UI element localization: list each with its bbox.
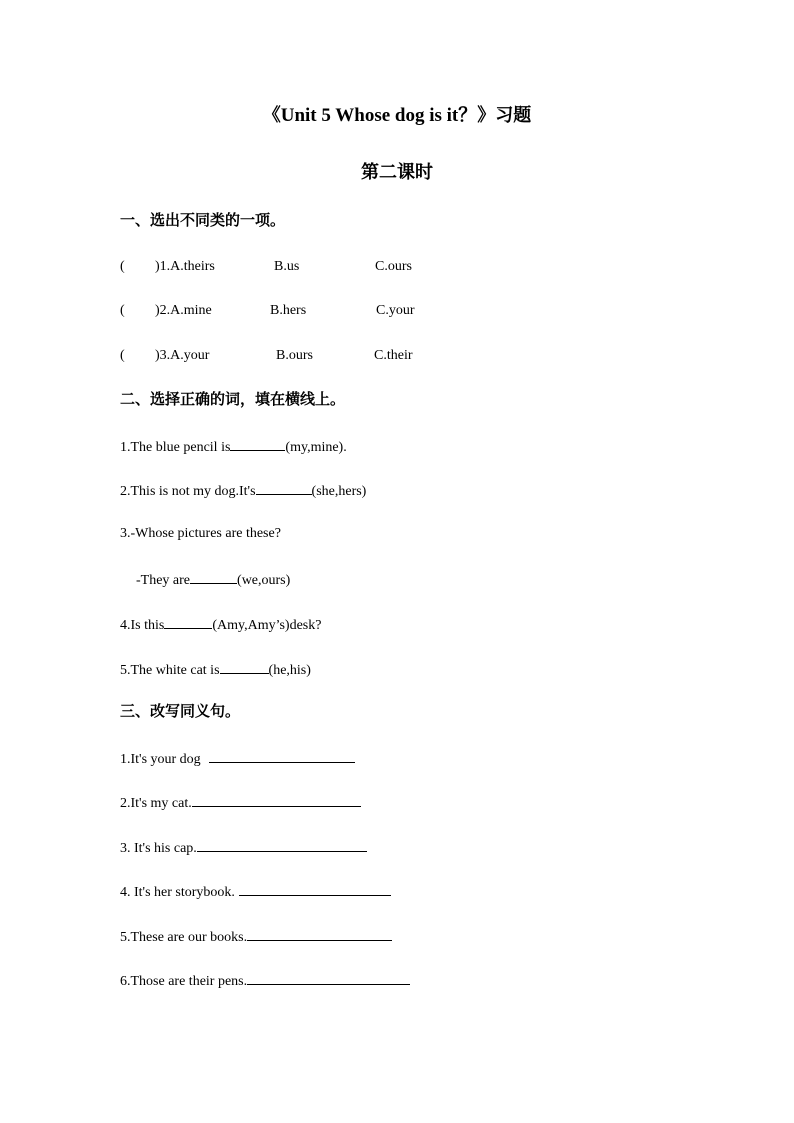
section1-heading: 一、选出不同类的一项。 xyxy=(120,211,286,229)
item-text: 2.This is not my dog.It's xyxy=(120,484,256,499)
item-options: (we,ours) xyxy=(237,573,291,588)
answer-paren-open: ( xyxy=(120,348,125,363)
option-b: B.hers xyxy=(270,303,307,318)
answer-line[interactable] xyxy=(247,971,410,985)
rewrite-item-5 xyxy=(120,927,392,946)
option-a: )3.A.your xyxy=(155,348,210,363)
option-a: )2.A.mine xyxy=(155,303,212,318)
item-text: 6.Those are their pens. xyxy=(120,974,248,989)
answer-paren-open: ( xyxy=(120,259,125,274)
answer-line[interactable] xyxy=(209,749,355,763)
section3-heading: 三、改写同义句。 xyxy=(120,702,241,720)
item-text: -They are xyxy=(136,573,191,588)
item-text: 5.These are our books. xyxy=(120,930,248,945)
answer-blank[interactable] xyxy=(190,570,237,584)
worksheet-title xyxy=(0,104,794,128)
title-suffix: 》习题 xyxy=(477,105,532,126)
fill-blank-item-5 xyxy=(120,660,311,679)
answer-blank[interactable] xyxy=(230,437,285,451)
answer-line[interactable] xyxy=(239,882,391,896)
answer-line[interactable] xyxy=(247,927,392,941)
title-main: Unit 5 Whose dog is it？ xyxy=(280,105,478,126)
fill-blank-item-3-answer xyxy=(136,570,290,589)
item-text: 4.Is this xyxy=(120,618,165,633)
option-a: )1.A.theirs xyxy=(155,259,215,274)
item-text: 1.The blue pencil is xyxy=(120,440,231,455)
fill-blank-item-1 xyxy=(120,437,347,456)
fill-blank-item-2 xyxy=(120,481,366,500)
rewrite-item-2 xyxy=(120,793,361,812)
answer-paren-open: ( xyxy=(120,303,125,318)
answer-line[interactable] xyxy=(192,793,361,807)
item-text: 3. It's his cap. xyxy=(120,841,197,856)
item-text: 3.-Whose pictures are these? xyxy=(120,526,281,541)
answer-line[interactable] xyxy=(197,838,367,852)
lesson-subtitle: 第二课时 xyxy=(361,162,433,183)
rewrite-item-1 xyxy=(120,749,355,768)
section2-heading: 二、选择正确的词，填在横线上。 xyxy=(120,390,346,408)
fill-blank-item-3 xyxy=(120,526,281,542)
item-text: 5.The white cat is xyxy=(120,663,220,678)
rewrite-item-6 xyxy=(120,971,410,990)
rewrite-item-4 xyxy=(120,882,391,901)
answer-blank[interactable] xyxy=(220,660,269,674)
option-b: B.ours xyxy=(276,348,313,363)
item-text: 1.It's your dog xyxy=(120,752,201,767)
item-options: (she,hers) xyxy=(311,484,367,499)
option-c: C.ours xyxy=(375,259,412,274)
item-options: (my,mine). xyxy=(285,440,347,455)
item-options: (Amy,Amy’s)desk? xyxy=(212,618,322,633)
option-b: B.us xyxy=(274,259,300,274)
title-open-bracket: 《 xyxy=(262,105,281,126)
item-options: (he,his) xyxy=(268,663,311,678)
answer-blank[interactable] xyxy=(256,481,312,495)
item-text: 2.It's my cat. xyxy=(120,796,192,811)
rewrite-item-3 xyxy=(120,838,367,857)
option-c: C.your xyxy=(376,303,415,318)
fill-blank-item-4 xyxy=(120,615,321,634)
option-c: C.their xyxy=(374,348,413,363)
answer-blank[interactable] xyxy=(164,615,212,629)
item-text: 4. It's her storybook. xyxy=(120,885,235,900)
